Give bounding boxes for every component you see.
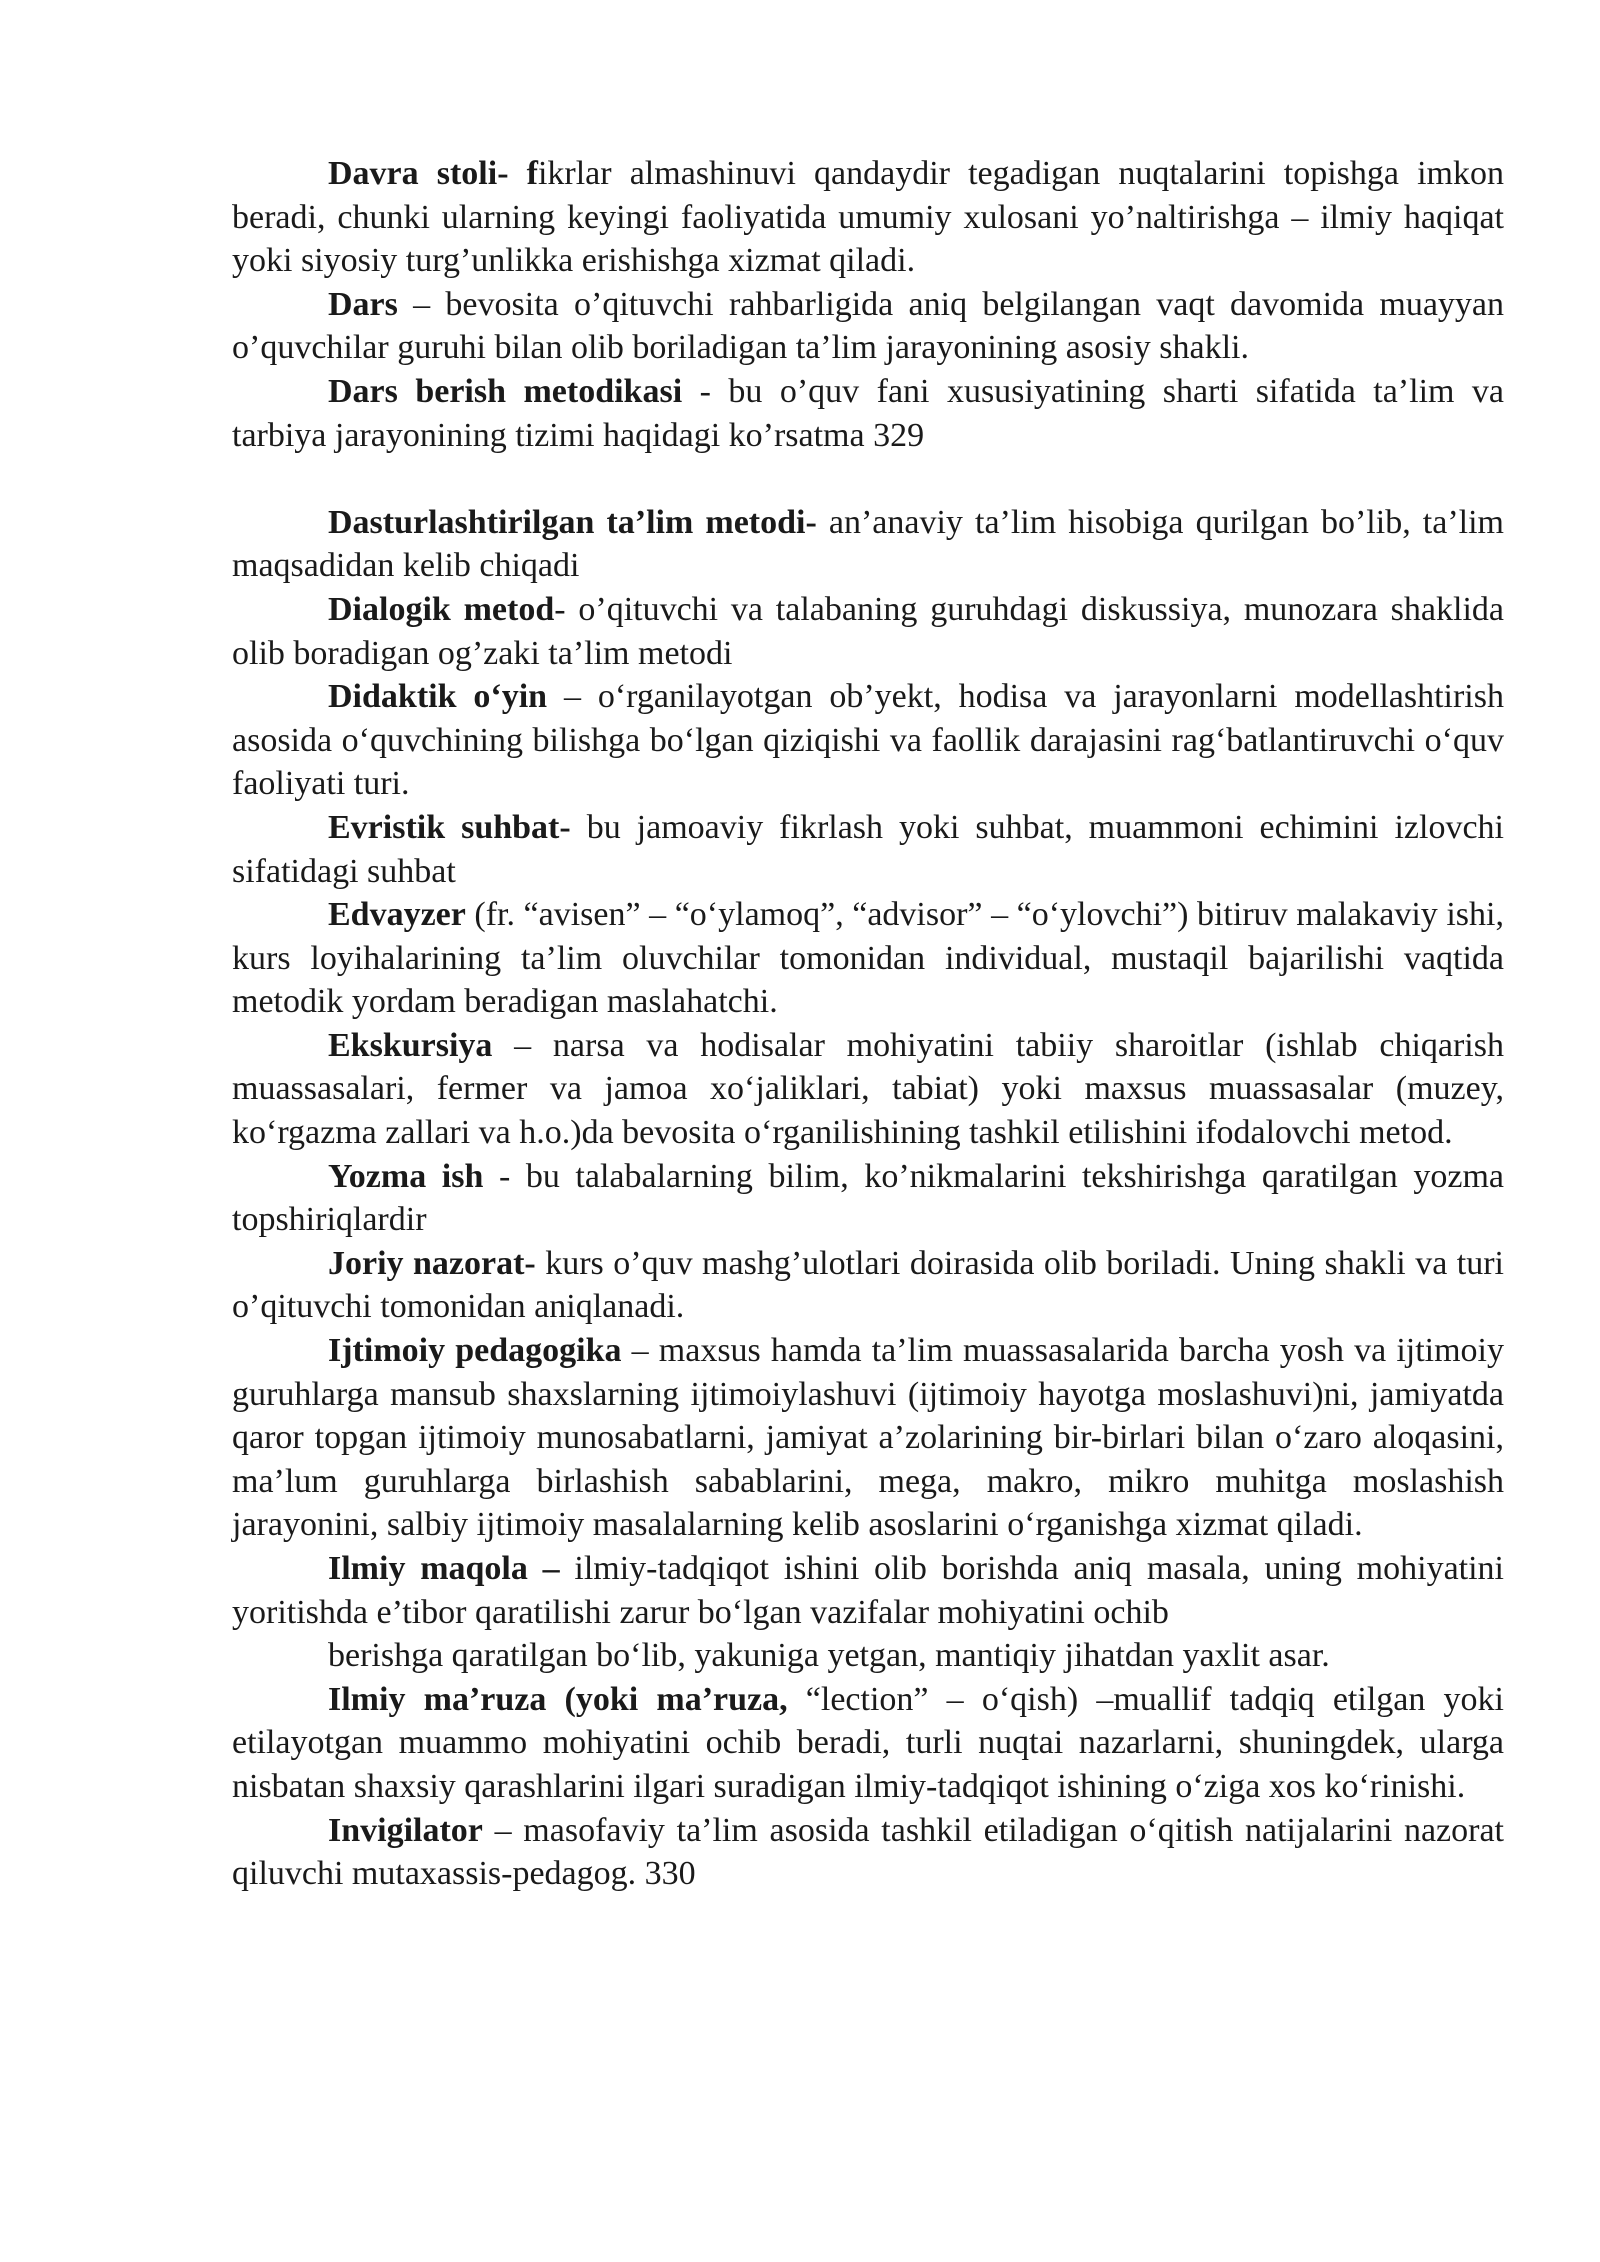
entry-definition: – maxsus hamda ta’lim muassasalarida barcha yosh va ijtimoiy guruhlarga mansub shaxslarning ijtimoiylashuvi (ijtimoiy hayotga moslashuvi)ni, jamiyatda qaror topgan ijtimoiy munosabatlarni, jamiyat a’zolarining bir-birlari bilan o‘zaro aloqasini, ma’lum guruhlarga birlashish sabablarini, mega, makro, mikro muhitga moslashish jarayonini, salbiy ijtimoiy masalalarning kelib asoslarini o‘rganishga xizmat qiladi. (232, 1332, 1504, 1544)
entry-definition: ikrlar almashinuvi qandaydir tegadigan nuqtalarini topishga imkon beradi, chunki ularning keyingi faoliyatida umumiy xulosani yo’naltirishga – ilmiy haqiqat yoki siyosiy turg’unlikka erishishga xizmat qiladi. (232, 155, 1504, 280)
entry-term: Davra stoli- f (328, 155, 538, 192)
glossary-entry (232, 1329, 1504, 1547)
entry-term: Edvayzer (328, 896, 466, 934)
glossary-continuation (232, 1634, 1504, 1678)
entry-term: Joriy nazorat- (328, 1244, 536, 1282)
entry-definition: bu jamoaviy fikrlash yoki suhbat, muammoni echimini izlovchi sifatidagi suhbat (232, 808, 1504, 890)
entry-term: Dialogik metod (328, 590, 555, 628)
entry-definition: – narsa va hodisalar mohiyatini tabiiy sharoitlar (ishlab chiqarish muassasalari, fermer va jamoa xo‘jaliklari, tabiat) yoki maxsus muassasalar (muzey, ko‘rgazma zallari va h.o.)da bevosita o‘rganilishining tashkil etilishini ifodalovchi metod. (232, 1026, 1504, 1152)
glossary-entry (232, 1809, 1504, 1896)
entry-term: Evristik suhbat- (328, 808, 571, 846)
entry-definition: “lection” – o‘qish) –muallif tadqiq etilgan yoki etilayotgan muammo mohiyatini ochib beradi, turli nuqtai nazarlarni, shuningdek, ularga nisbatan shaxsiy qarashlarini ilgari suradigan ilmiy-tadqiqot ishining o‘ziga xos ko‘rinishi. (232, 1680, 1504, 1805)
glossary-entry (232, 588, 1504, 675)
entry-definition: - o’qituvchi va talabaning guruhdagi diskussiya, munozara shaklida olib boradigan og’zaki ta’lim metodi (232, 590, 1504, 672)
entry-definition: ilmiy-tadqiqot ishini olib borishda aniq masala, uning mohiyatini yoritishda e’tibor qaratilishi zarur bo‘lgan vazifalar mohiyatini ochib (232, 1550, 1504, 1631)
entry-definition: berishga qaratilgan bo‘lib, yakuniga yetgan, mantiqiy jihatdan yaxlit asar. (328, 1637, 1330, 1675)
entry-term: Ilmiy ma’ruza (yoki ma’ruza, (328, 1680, 788, 1718)
glossary-entry (232, 1547, 1504, 1634)
glossary-entry (232, 370, 1504, 457)
entry-term: Ijtimoiy pedagogika (328, 1332, 622, 1370)
entry-definition: - bu o’quv fani xususiyatining sharti sifatida ta’lim va tarbiya jarayonining tizimi haqidagi ko’rsatma 329 (232, 372, 1505, 454)
glossary-entry (232, 501, 1504, 588)
document-page (232, 152, 1504, 1896)
entry-definition: an’anaviy ta’lim hisobiga qurilgan bo’lib, ta’lim maqsadidan kelib chiqadi (232, 503, 1504, 585)
entry-term: Yozma ish (328, 1157, 484, 1195)
glossary-entry (232, 1155, 1504, 1242)
glossary-entry (232, 1024, 1504, 1155)
entry-term: Dars berish metodikasi (328, 372, 683, 410)
entry-term: Dasturlashtirilgan ta’lim metodi- (328, 503, 817, 541)
glossary-entry (232, 152, 1504, 283)
glossary-entry (232, 283, 1504, 370)
entry-term: Dars (328, 285, 398, 323)
glossary-entry (232, 1678, 1504, 1809)
glossary-entry (232, 893, 1504, 1024)
entry-term: Ekskursiya (328, 1026, 493, 1064)
entry-definition: – masofaviy ta’lim asosida tashkil etiladigan o‘qitish natijalarini nazorat qiluvchi mutaxassis-pedagog. 330 (232, 1811, 1504, 1893)
entry-definition: – bevosita o’qituvchi rahbarligida aniq belgilangan vaqt davomida muayyan o’quvchilar guruhi bilan olib boriladigan ta’lim jarayonining asosiy shakli. (232, 285, 1504, 367)
entry-definition: (fr. “avisen” – “o‘ylamoq”, “advisor” – “o‘ylovchi”) bitiruv malakaviy ishi, kurs loyihalarining ta’lim oluvchilar tomonidan individual, mustaqil bajarilishi vaqtida metodik yordam beradigan maslahatchi. (232, 896, 1504, 1021)
entry-term: Ilmiy maqola – (328, 1550, 560, 1587)
glossary-entry (232, 675, 1504, 806)
entry-definition: kurs o’quv mashg’ulotlari doirasida olib boriladi. Uning shakli va turi o’qituvchi tomonidan aniqlanadi. (232, 1244, 1504, 1326)
entry-term: Didaktik o‘yin (328, 678, 548, 716)
glossary-entry (232, 1242, 1504, 1329)
entry-definition: - bu talabalarning bilim, ko’nikmalarini tekshirishga qaratilgan yozma topshiriqlardir (232, 1157, 1504, 1239)
glossary-entry (232, 806, 1504, 893)
entry-definition: – o‘rganilayotgan ob’yekt, hodisa va jarayonlarni modellashtirish asosida o‘quvchining bilishga bo‘lgan qiziqishi va faollik darajasini rag‘batlantiruvchi o‘quv faoliyati turi. (232, 678, 1504, 803)
entry-term: Invigilator (328, 1811, 483, 1849)
